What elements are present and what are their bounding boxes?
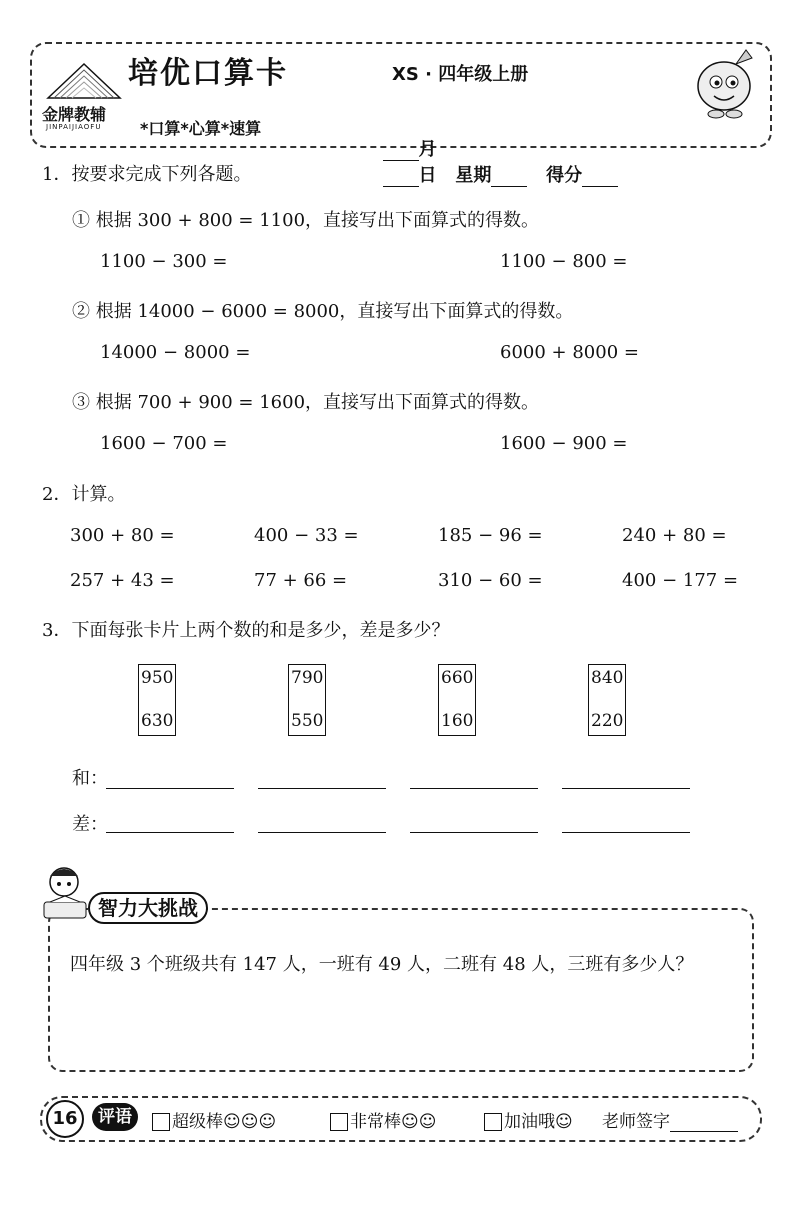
q2-stem: 2．计算。 — [42, 484, 126, 505]
checkbox-keep-going[interactable] — [484, 1113, 502, 1131]
evaluation-badge: 评语 — [92, 1103, 138, 1131]
signature-blank[interactable] — [670, 1113, 738, 1132]
sum-label: 和： — [72, 768, 108, 789]
card-top-number: 950 — [141, 668, 174, 688]
q2-r2-c2[interactable]: 77 + 66 = — [254, 570, 348, 591]
weekday-blank[interactable] — [491, 170, 527, 187]
month-blank[interactable] — [383, 144, 419, 161]
challenge-title: 智力大挑战 — [88, 892, 208, 924]
card-top-number: 790 — [291, 668, 324, 688]
q1-part2-prompt: ② 根据 14000 − 6000 = 8000，直接写出下面算式的得数。 — [72, 301, 574, 322]
card-bottom-number: 160 — [441, 711, 474, 731]
sum-answer-line[interactable] — [562, 788, 690, 789]
diff-answer-line[interactable] — [258, 832, 386, 833]
number-card — [588, 664, 626, 736]
q2-r2-c1[interactable]: 257 + 43 = — [70, 570, 175, 591]
q2-r1-c2[interactable]: 400 − 33 = — [254, 525, 359, 546]
number-card — [288, 664, 326, 736]
subtitle: *口算*心算*速算 — [140, 119, 262, 138]
number-card — [438, 664, 476, 736]
diff-answer-line[interactable] — [562, 832, 690, 833]
student-reading-icon — [40, 862, 90, 922]
card-bottom-number: 220 — [591, 711, 624, 731]
checkbox-super[interactable] — [152, 1113, 170, 1131]
challenge-question: 四年级 3 个班级共有 147 人，一班有 49 人，二班有 48 人，三班有多少人？ — [70, 954, 694, 975]
page-title: 培优口算卡 — [128, 56, 288, 91]
diff-answer-line[interactable] — [106, 832, 234, 833]
mascot-icon — [686, 46, 762, 122]
q1-part2-right[interactable]: 6000 + 8000 = — [500, 342, 639, 363]
q1-part2-left[interactable]: 14000 − 8000 = — [100, 342, 251, 363]
challenge-frame — [48, 908, 754, 1072]
q1-part3-prompt: ③ 根据 700 + 900 = 1600，直接写出下面算式的得数。 — [72, 392, 540, 413]
card-top-number: 660 — [441, 668, 474, 688]
teacher-signature: 老师签字 — [602, 1107, 738, 1132]
q2-r2-c3[interactable]: 310 − 60 = — [438, 570, 543, 591]
date-score-line: 月 日 星期 得分 — [370, 114, 618, 187]
q1-part1-prompt: ① 根据 300 + 800 = 1100，直接写出下面算式的得数。 — [72, 210, 540, 231]
q1-part3-left[interactable]: 1600 − 700 = — [100, 433, 228, 454]
q1-part3-right[interactable]: 1600 − 900 = — [500, 433, 628, 454]
checkbox-very-good[interactable] — [330, 1113, 348, 1131]
day-blank[interactable] — [383, 170, 419, 187]
sum-answer-line[interactable] — [106, 788, 234, 789]
card-bottom-number: 630 — [141, 711, 174, 731]
grade-label: XS · 四年级上册 — [392, 64, 529, 85]
number-card — [138, 664, 176, 736]
q2-r1-c4[interactable]: 240 + 80 = — [622, 525, 727, 546]
q1-part1-right[interactable]: 1100 − 800 = — [500, 251, 628, 272]
option-super[interactable]: 超级棒☺☺☺ — [152, 1107, 276, 1132]
score-blank[interactable] — [582, 170, 618, 187]
logo-subtext: JINPAIJIAOFU — [46, 123, 102, 131]
option-keep-going[interactable]: 加油哦☺ — [484, 1107, 573, 1132]
q2-r1-c1[interactable]: 300 + 80 = — [70, 525, 175, 546]
logo-text: 金牌教辅 — [42, 105, 107, 124]
card-bottom-number: 550 — [291, 711, 324, 731]
q2-r1-c3[interactable]: 185 − 96 = — [438, 525, 543, 546]
q2-r2-c4[interactable]: 400 − 177 = — [622, 570, 739, 591]
sum-answer-line[interactable] — [410, 788, 538, 789]
q1-stem: 1．按要求完成下列各题。 — [42, 164, 252, 185]
diff-label: 差： — [72, 814, 108, 835]
q1-part1-left[interactable]: 1100 − 300 = — [100, 251, 228, 272]
diff-answer-line[interactable] — [410, 832, 538, 833]
card-top-number: 840 — [591, 668, 624, 688]
page-number: 16 — [46, 1100, 84, 1138]
sum-answer-line[interactable] — [258, 788, 386, 789]
q3-stem: 3．下面每张卡片上两个数的和是多少，差是多少？ — [42, 620, 450, 641]
option-very-good[interactable]: 非常棒☺☺ — [330, 1107, 436, 1132]
